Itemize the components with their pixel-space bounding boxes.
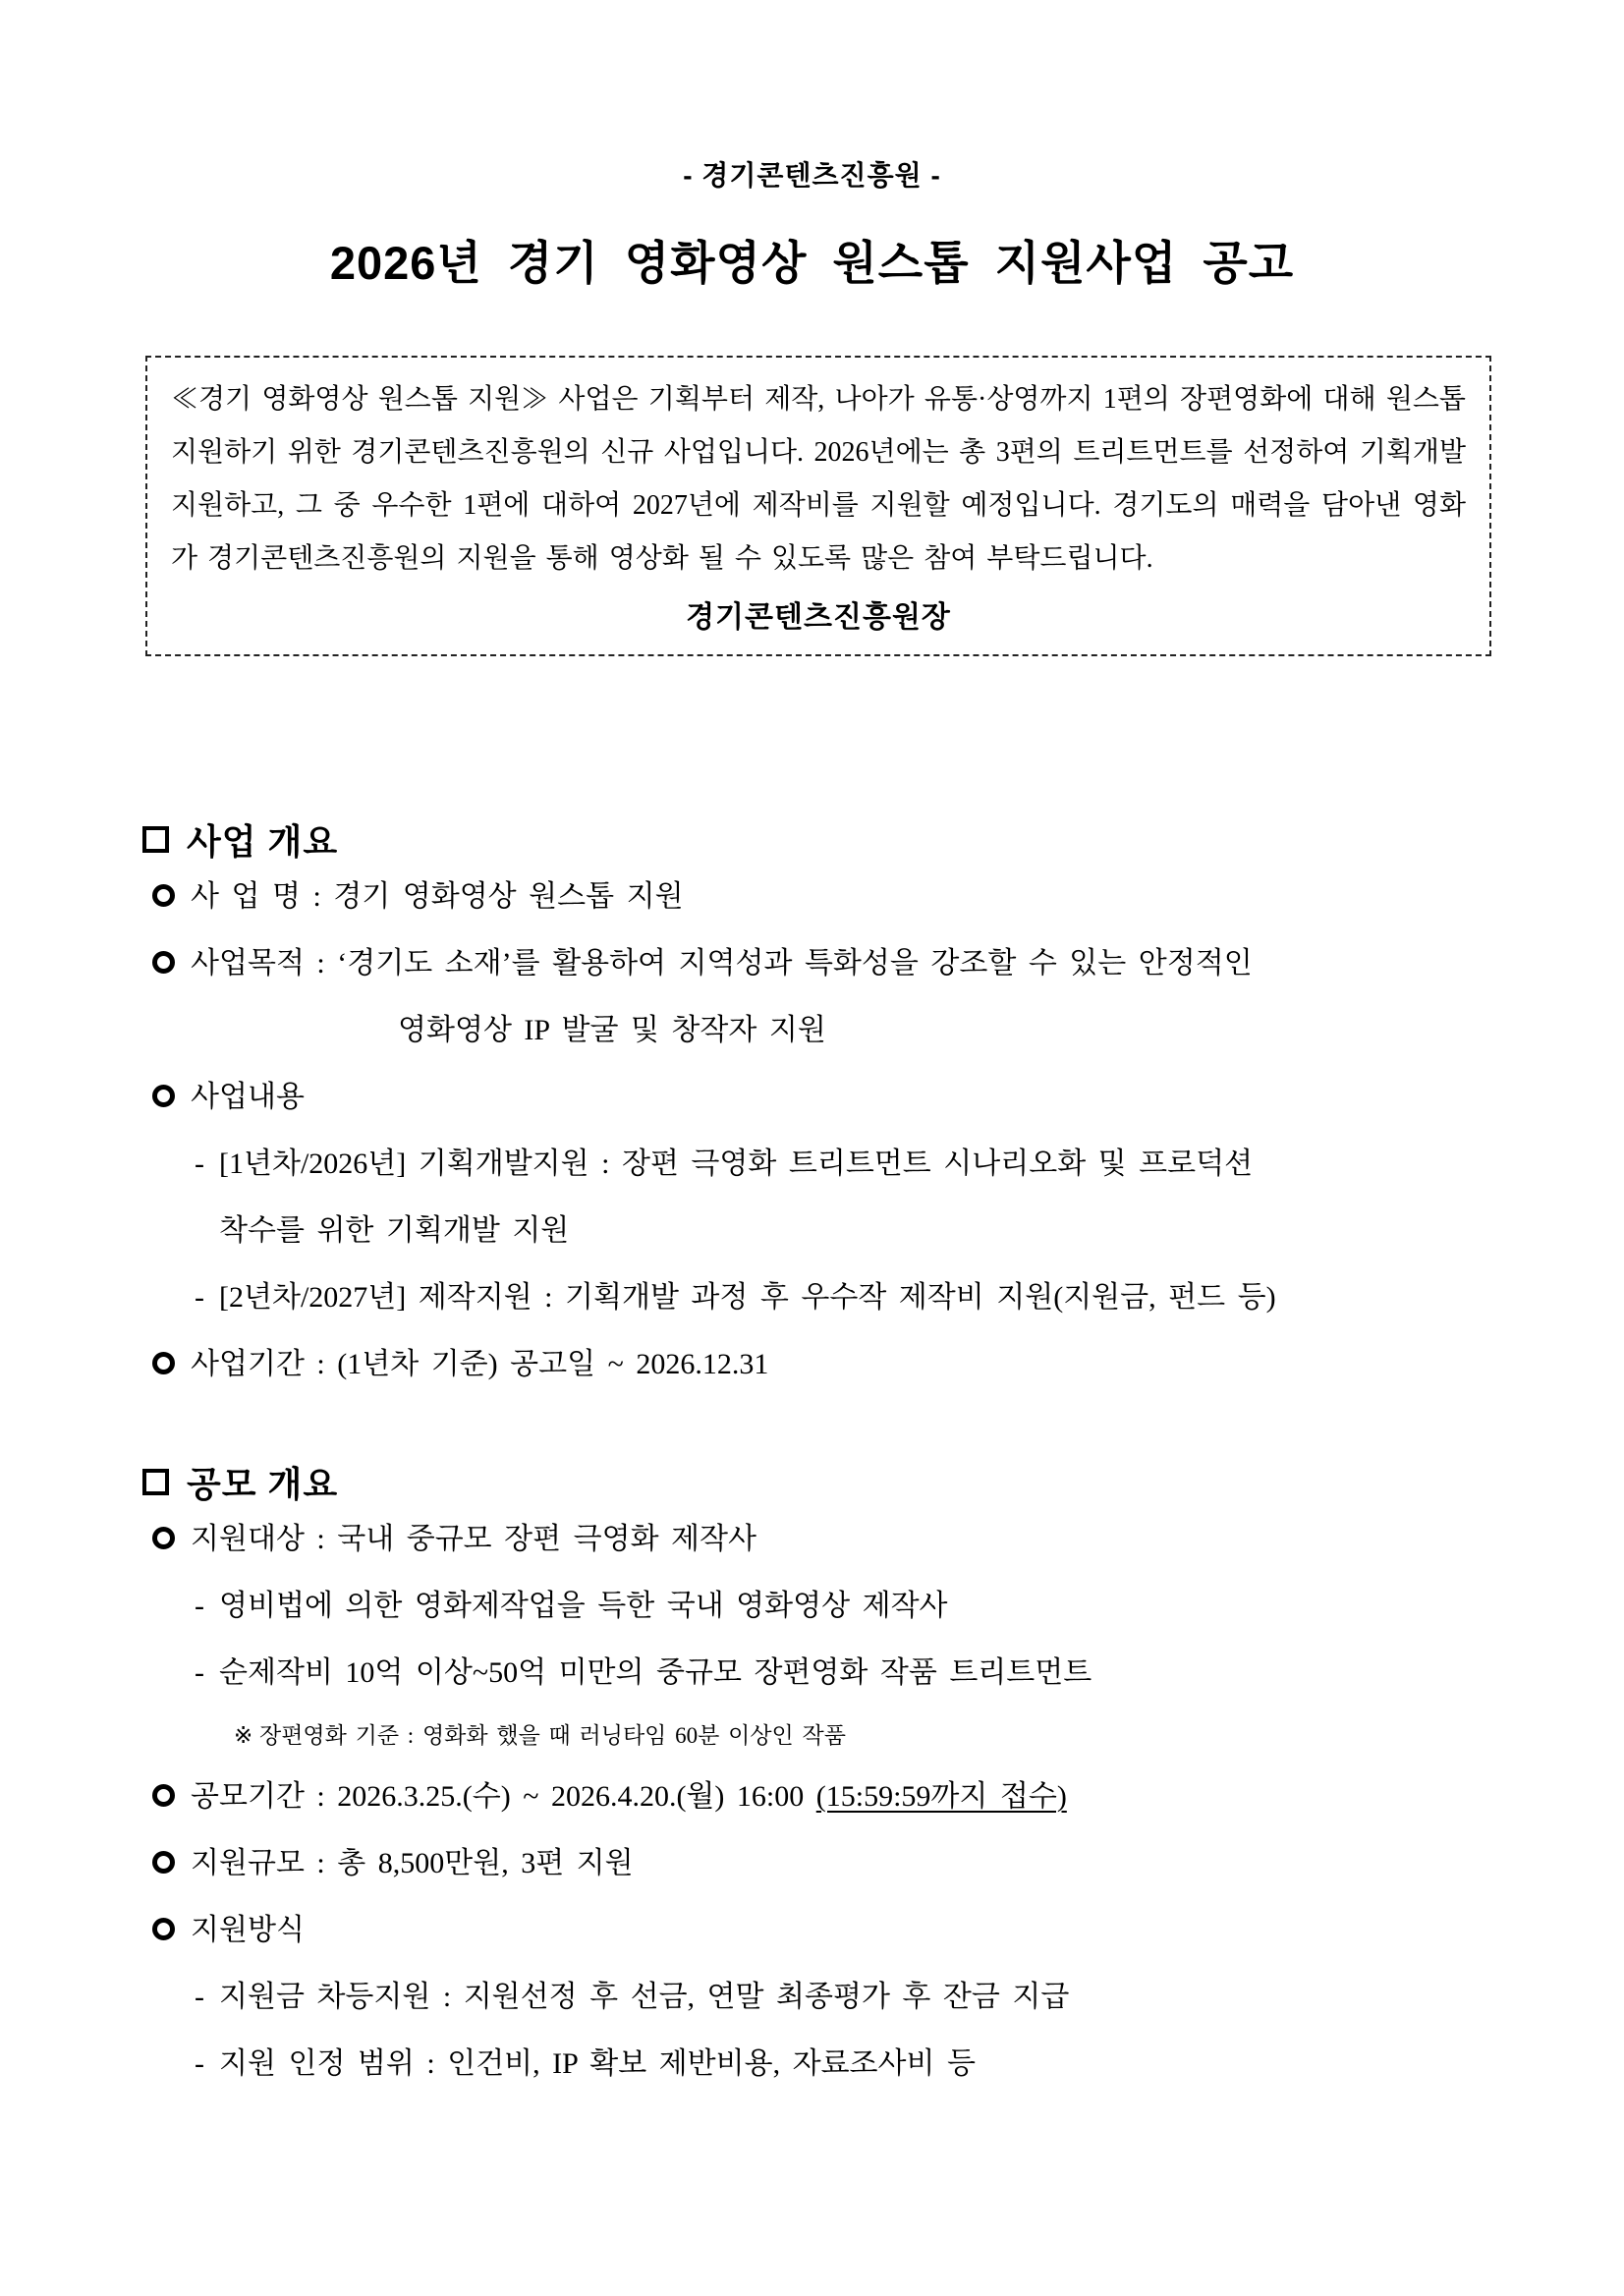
application-deadline-underlined: (15:59:59까지 접수) bbox=[815, 1780, 1067, 1813]
item-support-target: 지원대상 : 국내 중규모 장편 극영화 제작사 bbox=[0, 1519, 1624, 1560]
circle-bullet-icon bbox=[152, 884, 175, 907]
circle-bullet-icon bbox=[152, 1784, 175, 1807]
circle-bullet-icon bbox=[152, 1352, 175, 1374]
circle-bullet-icon bbox=[152, 1527, 175, 1549]
item-method-detail-payment: - 지원금 차등지원 : 지원선정 후 선금, 연말 최종평가 후 잔금 지급 bbox=[0, 1977, 1624, 2018]
dash-bullet: - bbox=[195, 2047, 204, 2080]
square-bullet-icon bbox=[142, 826, 169, 853]
item-project-name: 사 업 명 : 경기 영화영상 원스톱 지원 bbox=[0, 876, 1624, 918]
item-support-method: 지원방식 bbox=[0, 1910, 1624, 1951]
reference-mark: ※ bbox=[234, 1723, 253, 1748]
section-contest-overview bbox=[0, 1462, 1624, 2085]
square-bullet-icon bbox=[142, 1469, 169, 1495]
circle-bullet-icon bbox=[152, 951, 175, 974]
item-year1-support: - [1년차/2026년] 기획개발지원 : 장편 극영화 트리트먼트 시나리오화 및 프로덕션 bbox=[0, 1144, 1624, 1185]
intro-paragraph: ≪경기 영화영상 원스톱 지원≫ 사업은 기획부터 제작, 나아가 유통·상영까지 1편의 장편영화에 대해 원스톱 지원하기 위한 경기콘텐츠진흥원의 신규 사업입니다. 2026년에는 총 3편의 트리트먼트를 선정하여 기획개발지원하고, 그 중 우수한 1편에 대하여 2027년에 제작비를 지원할 예정입니다. 경기도의 매력을 담아낸 영화가 경기콘텐츠진흥원의 지원을 통해 영상화 될 수 있도록 많은 참여 부탁드립니다. bbox=[171, 384, 1466, 574]
item-project-period: 사업기간 : (1년차 기준) 공고일 ~ 2026.12.31 bbox=[0, 1344, 1624, 1385]
intro-signature: 경기콘텐츠진흥원장 bbox=[686, 601, 951, 634]
item-project-purpose-continued: 영화영상 IP 발굴 및 창작자 지원 bbox=[398, 1014, 826, 1046]
section-business-overview bbox=[0, 819, 1624, 1385]
organization-line: - 경기콘텐츠진흥원 - bbox=[683, 160, 941, 191]
item-project-purpose: 사업목적 : ‘경기도 소재’를 활용하여 지역성과 특화성을 강조할 수 있는 안정적인 bbox=[0, 943, 1624, 984]
item-target-detail-license: - 영비법에 의한 영화제작업을 득한 국내 영화영상 제작사 bbox=[0, 1586, 1624, 1627]
circle-bullet-icon bbox=[152, 1851, 175, 1874]
section-heading-contest-overview: 공모 개요 bbox=[0, 1462, 1624, 1507]
section-heading-business-overview: 사업 개요 bbox=[0, 819, 1624, 865]
dash-bullet: - bbox=[195, 1148, 204, 1180]
dash-bullet: - bbox=[195, 1981, 204, 2013]
page-title: 2026년 경기 영화영상 원스톱 지원사업 공고 bbox=[329, 237, 1295, 289]
item-application-period: 공모기간 : 2026.3.25.(수) ~ 2026.4.20.(월) 16:00 (15:59:59까지 접수) bbox=[0, 1776, 1624, 1818]
dash-bullet: - bbox=[195, 1656, 204, 1689]
item-feature-film-note: ※ 장편영화 기준 : 영화화 했을 때 러닝타임 60분 이상인 작품 bbox=[0, 1719, 1624, 1753]
item-target-detail-budget: - 순제작비 10억 이상~50억 미만의 중규모 장편영화 작품 트리트먼트 bbox=[0, 1652, 1624, 1694]
item-project-content: 사업내용 bbox=[0, 1077, 1624, 1118]
dash-bullet: - bbox=[195, 1281, 204, 1314]
dash-bullet: - bbox=[195, 1590, 204, 1622]
item-year1-support-continued: 착수를 위한 기획개발 지원 bbox=[219, 1214, 570, 1247]
item-support-scale: 지원규모 : 총 8,500만원, 3편 지원 bbox=[0, 1843, 1624, 1884]
circle-bullet-icon bbox=[152, 1085, 175, 1107]
item-method-detail-scope: - 지원 인정 범위 : 인건비, IP 확보 제반비용, 자료조사비 등 bbox=[0, 2044, 1624, 2085]
item-year2-support: - [2년차/2027년] 제작지원 : 기획개발 과정 후 우수작 제작비 지원(지원금, 펀드 등) bbox=[0, 1277, 1624, 1318]
circle-bullet-icon bbox=[152, 1918, 175, 1940]
intro-box bbox=[145, 356, 1491, 656]
